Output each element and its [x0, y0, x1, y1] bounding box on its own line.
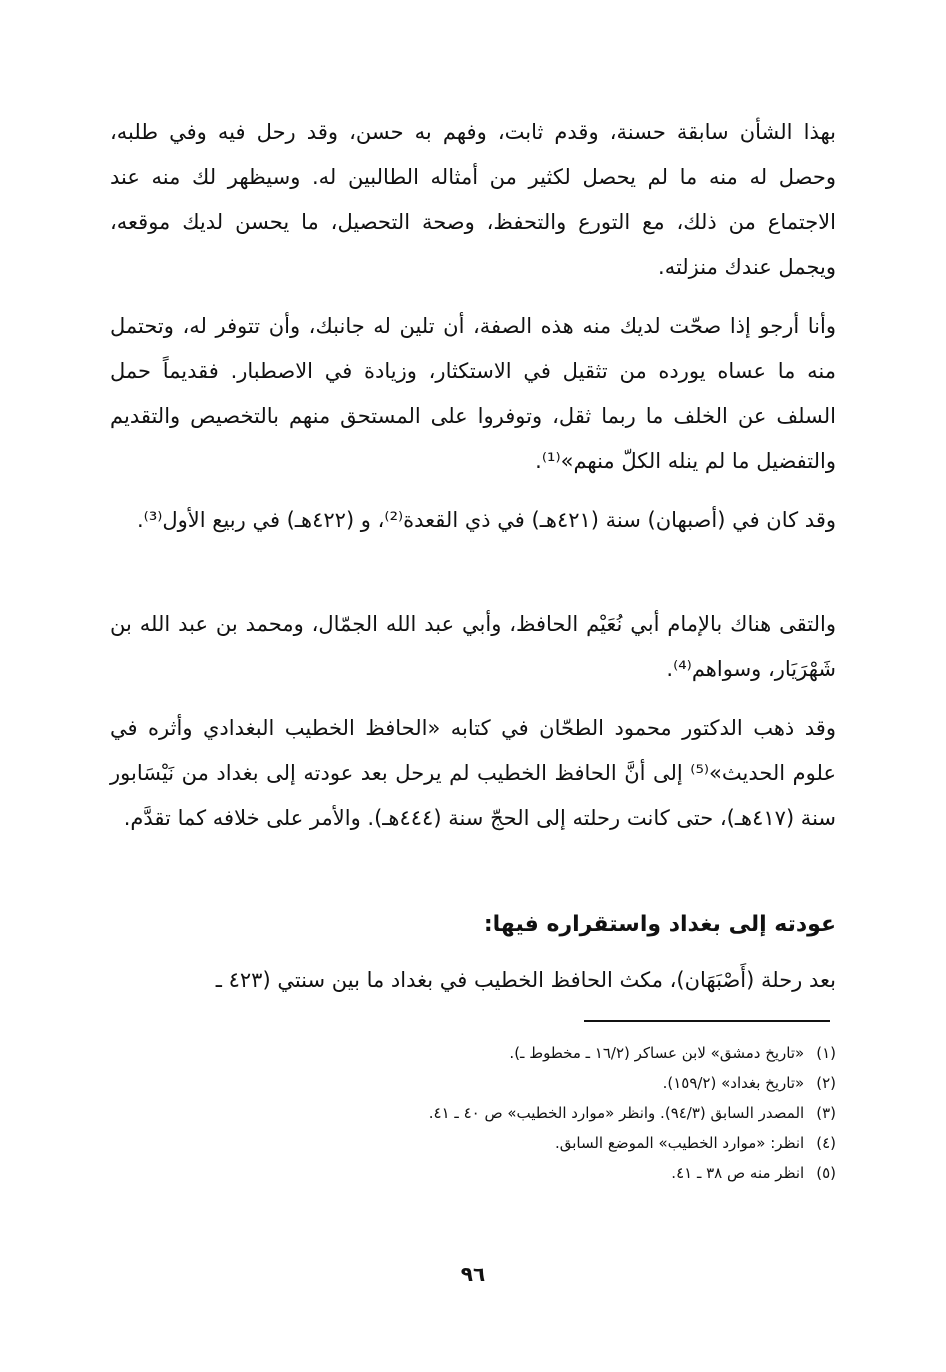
footnote-item [110, 1158, 836, 1188]
footnote-number: (٢) [816, 1074, 836, 1092]
footnote-item [110, 1098, 836, 1128]
paragraph-text: بعد رحلة (أَصْبَهَان)، مكث الحافظ الخطيب في بغداد ما بين سنتي (٤٢٣ ـ [215, 968, 836, 992]
body-paragraph [110, 498, 836, 543]
body-paragraph [110, 958, 836, 1003]
footnote-item [110, 1068, 836, 1098]
footnote-number: (٤) [816, 1134, 836, 1152]
paragraph-text: وأنا أرجو إذا صحّت لديك منه هذه الصفة، أن تلين له جانبك، وأن تتوفر له، وتحتمل منه ما عساه يورده من تثقيل في الاستكثار، وزيادة في الاصطبار. فقديماً حمل السلف عن الخلف ما ربما ثقل، وتوفروا على المستحق منهم بالتخصيص والتقديم والتفضيل ما لم ينله الكلّ منهم»⁽¹⁾. [110, 314, 836, 473]
footnote-text: المصدر السابق (٩٤/٣). وانظر «موارد الخطيب» ص ٤٠ ـ ٤١. [428, 1104, 805, 1122]
footnotes-list [110, 1038, 836, 1188]
footnote-text: «تاريخ بغداد» (١٥٩/٢). [662, 1074, 805, 1092]
footnote-item [110, 1128, 836, 1158]
footnote-text: «تاريخ دمشق» لابن عساكر (١٦/٢ ـ مخطوط ـ). [509, 1044, 805, 1062]
body-paragraph [110, 706, 836, 841]
paragraph-text: بهذا الشأن سابقة حسنة، وقدم ثابت، وفهم به حسن، وقد رحل فيه وفي طلبه، وحصل له منه ما لم يحصل لكثير من أمثاله الطالبين له. وسيظهر لك منه عند الاجتماع من ذلك، مع التورع والتحفظ، وصحة التحصيل، ما يحسن لديك موقعه، ويجمل عندك منزلته. [110, 120, 836, 279]
footnote-number: (٥) [816, 1164, 836, 1182]
footnote-number: (٣) [816, 1104, 836, 1122]
footnote-text: انظر منه ص ٣٨ ـ ٤١. [671, 1164, 805, 1182]
body-paragraph [110, 304, 836, 484]
paragraph-text: وقد ذهب الدكتور محمود الطحّان في كتابه «الحافظ الخطيب البغدادي وأثره في علوم الحديث»⁽⁵⁾ إلى أنَّ الحافظ الخطيب لم يرحل بعد عودته إلى بغداد من نَيْسَابور سنة (٤١٧هـ)، حتى كانت رحلته إلى الحجّ سنة (٤٤٤هـ). والأمر على خلافه كما تقدَّم. [110, 716, 837, 830]
footnote-number: (١) [816, 1044, 836, 1062]
page-number: ٩٦ [460, 1262, 486, 1286]
footnote-item [110, 1038, 836, 1068]
paragraph-text: وقد كان في (أصبهان) سنة (٤٢١هـ) في ذي القعدة⁽²⁾، و (٤٢٢هـ) في ربيع الأول⁽³⁾. [136, 508, 836, 532]
paragraph-text: والتقى هناك بالإمام أبي نُعَيْم الحافظ، وأبي عبد الله الجمّال، ومحمد بن عبد الله بن شَهْرَيَار، وسواهم⁽⁴⁾. [110, 612, 836, 681]
body-paragraph [110, 602, 836, 692]
footnote-text: انظر: «موارد الخطيب» الموضع السابق. [554, 1134, 805, 1152]
body-paragraph [110, 110, 836, 290]
footnote-divider [584, 1020, 830, 1022]
section-heading: عودته إلى بغداد واستقراره فيها: [483, 912, 836, 937]
